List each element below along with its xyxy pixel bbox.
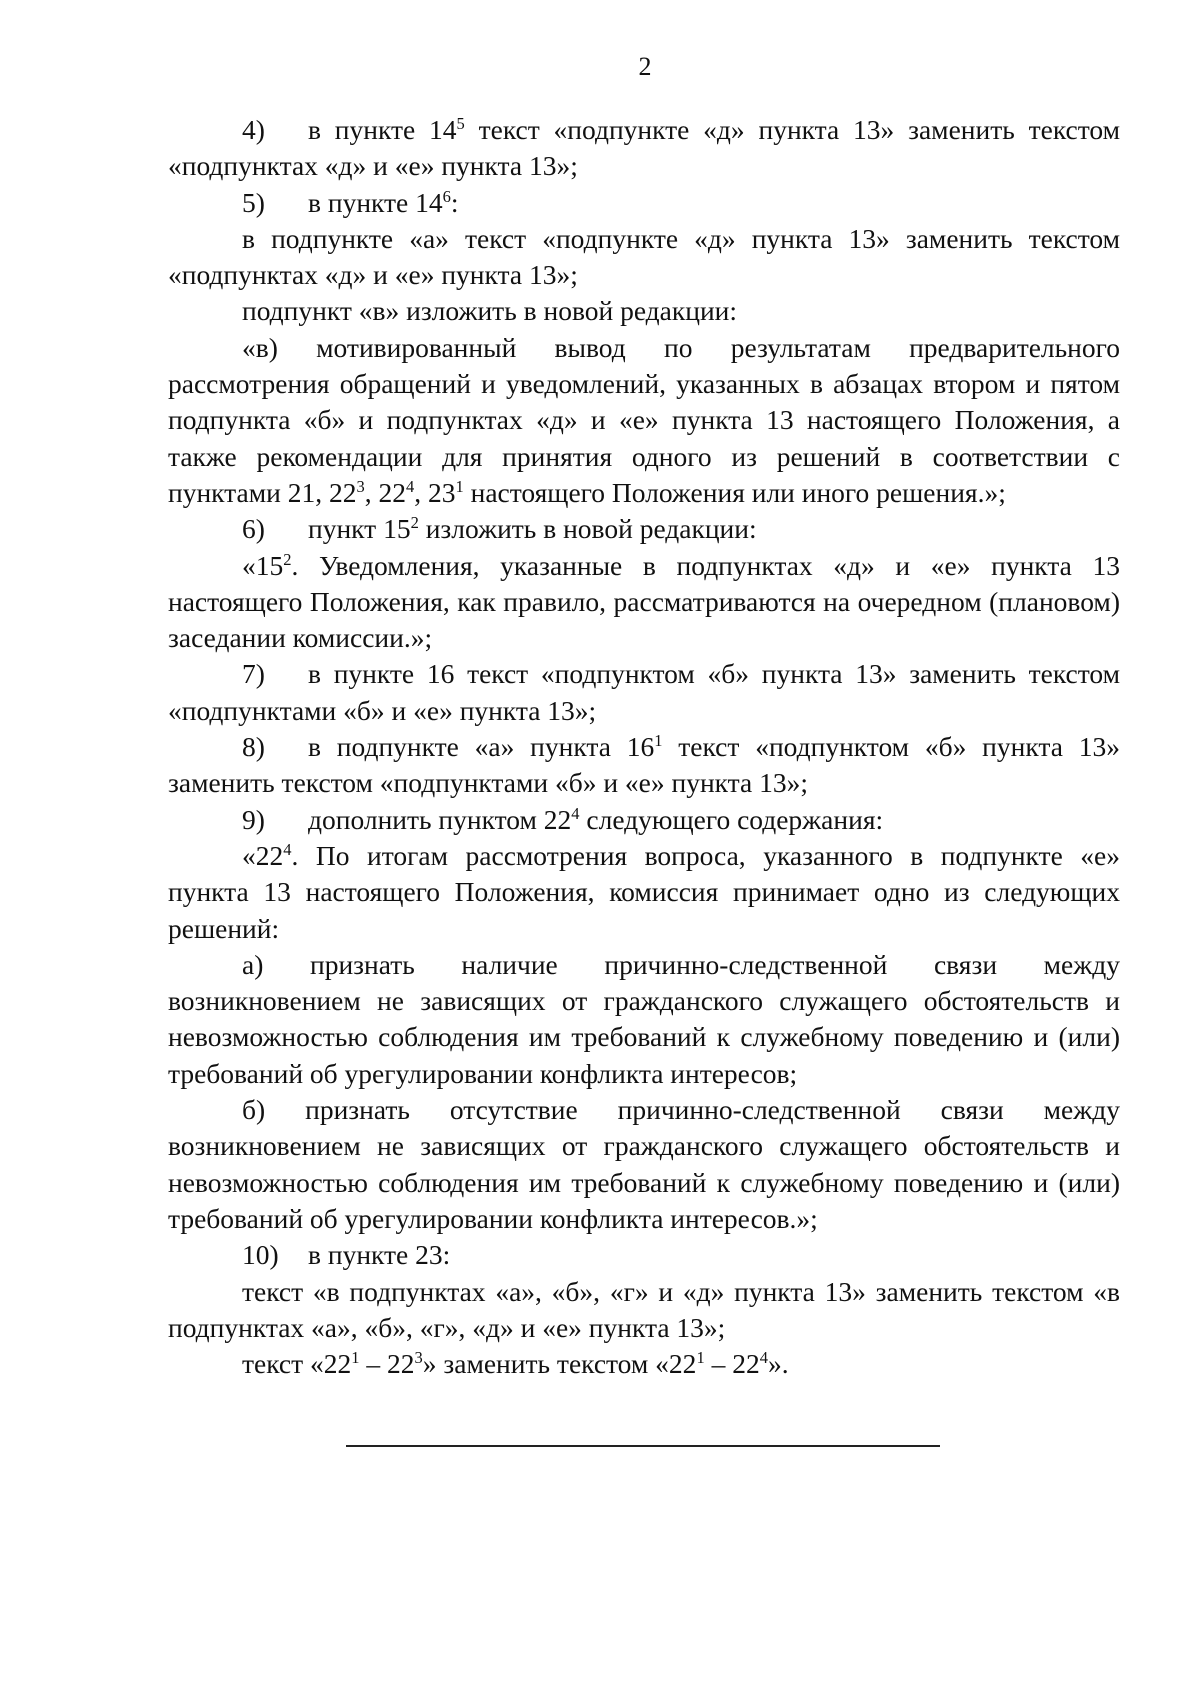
paragraph-5-sub-a: в подпункте «а» текст «подпункте «д» пункта 13» заменить текстом «подпунктах «д» и «е» пункта 13»; [168,222,1120,291]
paragraph-5-sub-v-text: «в) мотивированный вывод по результатам предварительного рассмотрения обращений и уведомлений, указанных в абзацах втором и пятом подпункта «б» и подпунктах «д» и «е» пункта 13 настоящего Положения, а также рекомендации для принятия одного из решений в соответствии с пунктами 21, $22^3$, $22^4$, $23^1$ настоящего Положения или иного решения.»; [168,331,1120,508]
item-number: 8) [242,731,265,763]
paragraph-9: 9) дополнить пунктом $22^4$ следующего содержания: [168,802,1120,838]
paragraph-10-text-1: текст «в подпунктах «а», «б», «г» и «д» пункта 13» заменить текстом «в подпунктах «а», «б», «г», «д» и «е» пункта 13»; [168,1275,1120,1343]
item-number: 4) [242,114,265,145]
item-number: 5) [242,186,265,218]
paragraph-7: 7) в пункте 16 текст «подпунктом «б» пункта 13» заменить текстом «подпунктами «б» и «е» пункта 13»; [168,658,1120,726]
paragraph-5: 5) в пункте $14^6$: [168,185,1120,221]
item-number: 7) [242,658,265,690]
paragraph-6-text: «$15^2$. Уведомления, указанные в подпунктах «д» и «е» пункта 13 настоящего Положения, как правило, рассматриваются на очередном (плановом) заседании комиссии.»; [168,549,1120,654]
paragraph-8: 8) в подпункте «а» пункта $16^1$ текст «подпунктом «б» пункта 13» заменить текстом «подпунктами «б» и «е» пункта 13»; [168,730,1120,799]
paragraph-6: 6) пункт $15^2$ изложить в новой редакции: [168,511,1120,547]
paragraph-5-sub-v-intro: подпункт «в» изложить в новой редакции: [242,295,738,327]
paragraph-10-text-2: текст «$22^1 - 22^3$» заменить текстом «$22^1 - 22^4$». [242,1347,789,1380]
item-number: 10) [242,1239,279,1271]
paragraph-9-text: «$22^4$. По итогам рассмотрения вопроса, указанного в подпункте «е» пункта 13 настоящего Положения, комиссия принимает одно из следующих решений: [168,839,1120,944]
end-of-document-rule [346,1445,940,1447]
document-body [168,112,1120,1382]
paragraph-9-sub-b: б) признать отсутствие причинно-следственной связи между возникновением не зависящих от гражданского служащего обстоятельств и невозможностью соблюдения им требований к служебному поведению и (или) требований об урегулировании конфликта интересов.»; [168,1094,1120,1234]
page-number: 2 [638,52,652,81]
paragraph-10: 10) в пункте 23: [168,1237,1120,1273]
item-number: 6) [242,513,265,545]
paragraph-4: 4) в пункте $14^5$ текст «подпункте «д» пункта 13» заменить текстом «подпунктах «д» и «е» пункта 13»; [168,113,1120,182]
paragraph-9-sub-a: а) признать наличие причинно-следственной связи между возникновением не зависящих от гражданского служащего обстоятельств и невозможностью соблюдения им требований к служебному поведению и (или) требований об урегулировании конфликта интересов; [168,948,1120,1089]
item-number: 9) [242,803,265,835]
